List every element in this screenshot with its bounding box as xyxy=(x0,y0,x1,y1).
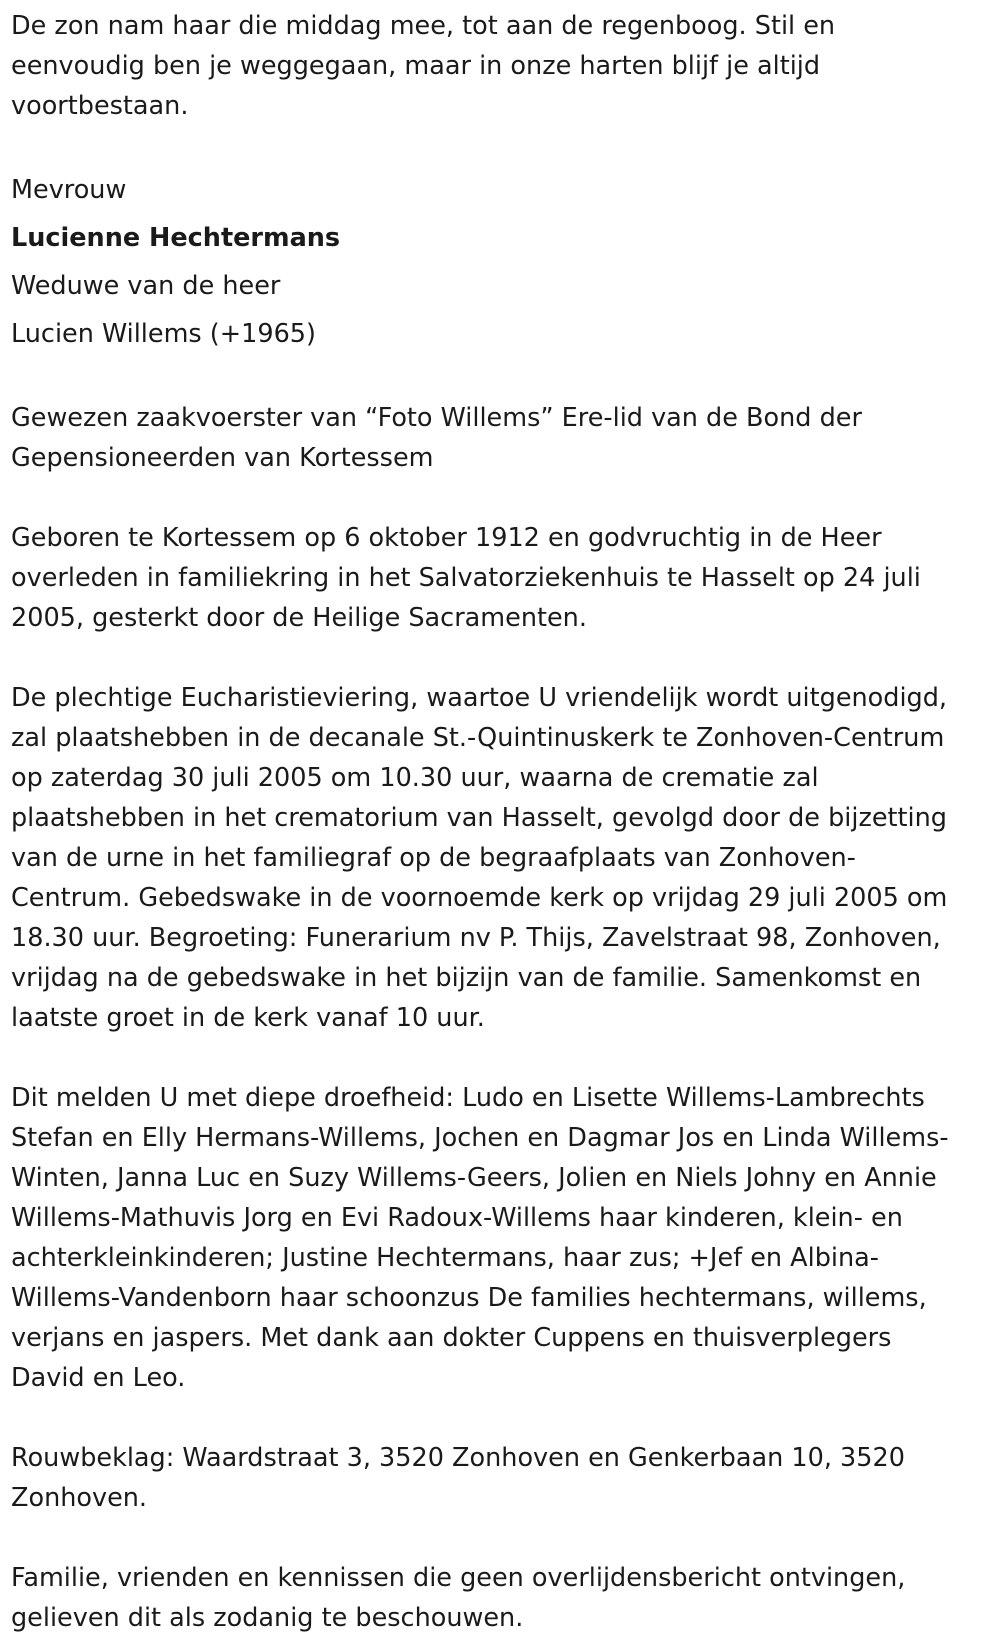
paragraph-gap xyxy=(11,638,982,678)
paragraph-gap xyxy=(11,1398,982,1438)
spouse-line: Lucien Willems (+1965) xyxy=(11,319,316,349)
paragraph-gap xyxy=(11,358,982,398)
paragraph-gap xyxy=(11,478,982,518)
deceased-block xyxy=(11,166,982,358)
honorific: Mevrouw xyxy=(11,175,127,205)
paragraph-gap xyxy=(11,1038,982,1078)
ceremony-paragraph: De plechtige Eucharistieviering, waartoe U vriendelijk wordt uitgenodigd, zal plaatshebben in de decanale St.-Quintinuskerk te Zonhoven-Centrum op zaterdag 30 juli 2005 om 10.30 uur, waarna de crematie zal plaatshebben in het crematorium van Hasselt, gevolgd door de bijzetting van de urne in het familiegraf op de begraafplaats van Zonhoven- Centrum. Gebedswake in de voornoemde kerk op vrijdag 29 juli 2005 om 18.30 uur. Begroeting: Funerarium nv P. Thijs, Zavelstraat 98, Zonhoven, vrijdag na de gebedswake in het bijzijn van de familie. Samenkomst en laatste groet in de kerk vanaf 10 uur. xyxy=(11,683,948,1033)
birth-death-paragraph: Geboren te Kortessem op 6 oktober 1912 en godvruchtig in de Heer overleden in familiekring in het Salvatorziekenhuis te Hasselt op 24 juli 2005, gesterkt door de Heilige Sacramenten. xyxy=(11,523,921,633)
condolences-paragraph: Rouwbeklag: Waardstraat 3, 3520 Zonhoven en Genkerbaan 10, 3520 Zonhoven. xyxy=(11,1443,905,1513)
closing-note: Familie, vrienden en kennissen die geen overlijdensbericht ontvingen, gelieven dit als zodanig te beschouwen. xyxy=(11,1563,906,1633)
paragraph-gap xyxy=(11,1518,982,1558)
widow-of-line: Weduwe van de heer xyxy=(11,271,281,301)
opening-verse: De zon nam haar die middag mee, tot aan de regenboog. Stil en eenvoudig ben je weggegaan, maar in onze harten blijf je altijd voortbestaan. xyxy=(11,11,836,121)
deceased-name: Lucienne Hechtermans xyxy=(11,223,341,253)
announcement-paragraph: Dit melden U met diepe droefheid: Ludo en Lisette Willems-Lambrechts Stefan en Elly Hermans-Willems, Jochen en Dagmar Jos en Linda Willems- Winten, Janna Luc en Suzy Willems-Geers, Jolien en Niels Johny en Annie Willems-Mathuvis Jorg en Evi Radoux-Willems haar kinderen, klein- en achterkleinkinderen; Justine Hechtermans, haar zus; +Jef en Albina- Willems-Vandenborn haar schoonzus De families hechtermans, willems, verjans en jaspers. Met dank aan dokter Cuppens en thuisverplegers David en Leo. xyxy=(11,1083,949,1393)
paragraph-gap xyxy=(11,126,982,166)
roles-paragraph: Gewezen zaakvoerster van “Foto Willems” Ere-lid van de Bond der Gepensioneerden van Kortessem xyxy=(11,403,862,473)
